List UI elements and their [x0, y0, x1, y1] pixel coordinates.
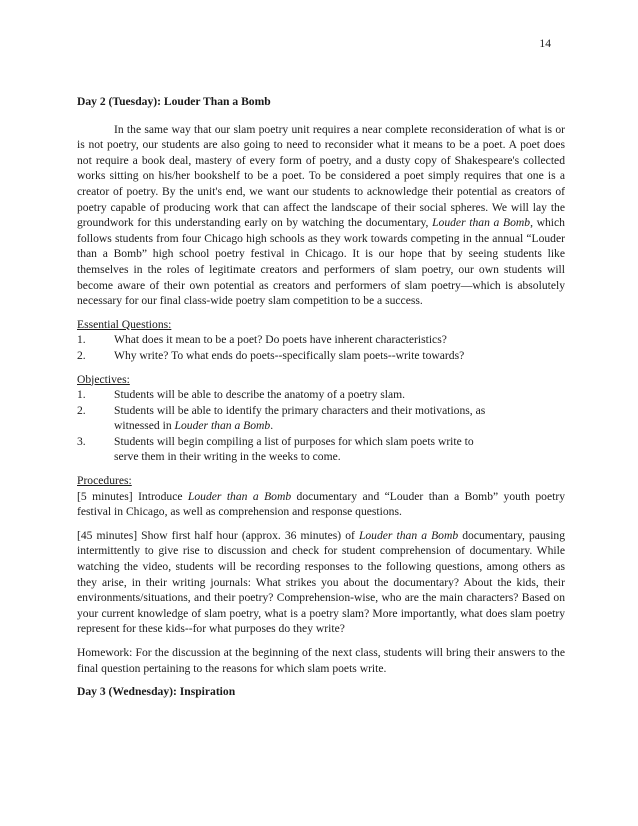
day2-intro-paragraph	[77, 122, 565, 309]
essential-questions-title: Essential Questions:	[77, 317, 172, 331]
list-item-number: 1.	[77, 333, 86, 347]
intro-film-title: Louder than a Bomb	[432, 216, 531, 230]
homework-paragraph: Homework: For the discussion at the beginning of the next class, students will bring their answers to the final question pertaining to the reasons for which slam poets write.	[77, 646, 565, 675]
list-item-number: 1.	[77, 388, 86, 402]
list-item	[77, 403, 565, 434]
day3-heading: Day 3 (Wednesday): Inspiration	[77, 685, 236, 699]
list-item-number: 3.	[77, 434, 86, 448]
objective-3-line2: serve them in their writing in the weeks to come.	[114, 450, 341, 464]
essential-questions-list	[77, 332, 565, 363]
list-item	[77, 348, 565, 364]
objectives-list	[77, 387, 565, 465]
list-item-text	[114, 403, 565, 434]
objective-2-film-title: Louder than a Bomb	[174, 419, 271, 433]
procedure-2-rest: documentary, pausing intermittently to give rise to discussion and check for student comprehension of documentary. While watching the video, students will be recording responses to the following questions, among others as they arise, in their writing journals: What strikes you about the documentary? About the kids, their environments/situations, and their poetry? Comprehension-wise, who are the main characters? Based on your current knowledge of slam poetry, what is a poetry slam? More importantly, what does slam poetry represent for these kids--for what purposes do they write?	[77, 528, 566, 636]
procedure-2-text: [45 minutes] Show first half hour (approx. 36 minutes) of	[77, 528, 359, 542]
objective-2-end: .	[270, 419, 274, 433]
procedures-title: Procedures:	[77, 474, 132, 488]
objective-2-line1: Students will be able to identify the primary characters and their motivations, as	[114, 403, 486, 417]
procedure-1-text: [5 minutes] Introduce	[77, 489, 188, 503]
intro-text-part2: , which follows students from four Chicago high schools as they work towards competing in the annual “Louder than a Bomb” high school poetry festival in Chicago. It is our hope that by seeing students like themselves in the roles of legitimate creators and performers of slam poetry, our own students will become aware of their own potential as creators and performers of slam poetry—which is absolutely necessary for our final class-wide poetry slam competition to be a success.	[77, 216, 565, 308]
procedure-step-1	[77, 489, 565, 520]
objective-2-text: witnessed in	[114, 419, 175, 433]
procedure-1-film-title: Louder than a Bomb	[187, 489, 292, 503]
list-item-text: Why write? To what ends do poets--specifically slam poets--write towards?	[114, 348, 465, 362]
list-item-number: 2.	[77, 348, 86, 362]
procedure-1-rest: documentary and “Louder than a Bomb” youth poetry festival in Chicago, as well as comprehension and response questions.	[77, 489, 565, 519]
procedure-2-film-title: Louder than a Bomb	[358, 528, 459, 542]
intro-text-part1: In the same way that our slam poetry unit requires a near complete reconsideration of what is or is not poetry, our students are also going to need to reconsider what it means to be a poet. A poet does not require a book deal, mastery of every form of poetry, and a dusty copy of Shakespeare's collected works sitting on his/her bookshelf to be a poet. To be considered a poet simply requires that one is a creator of poetry. By the unit's end, we want our students to acknowledge their potential as creators of poetry capable of producing work that can affect the landscape of their social spheres. We will lay the groundwork for this understanding early on by watching the documentary,	[77, 122, 565, 230]
procedure-step-2	[77, 528, 565, 637]
document-body	[77, 94, 565, 700]
objectives-title: Objectives:	[77, 372, 130, 386]
objective-2-line2	[114, 418, 565, 434]
list-item	[77, 332, 565, 348]
day2-heading: Day 2 (Tuesday): Louder Than a Bomb	[77, 95, 271, 108]
page-number: 14	[539, 37, 551, 50]
list-item-text: What does it mean to be a poet? Do poets have inherent characteristics?	[114, 333, 447, 347]
list-item	[77, 387, 565, 403]
objective-3-line1: Students will begin compiling a list of purposes for which slam poets write to	[114, 434, 474, 448]
list-item-number: 2.	[77, 403, 86, 417]
list-item-text: Students will be able to describe the anatomy of a poetry slam.	[114, 388, 406, 402]
list-item-text	[114, 434, 565, 465]
list-item	[77, 434, 565, 465]
